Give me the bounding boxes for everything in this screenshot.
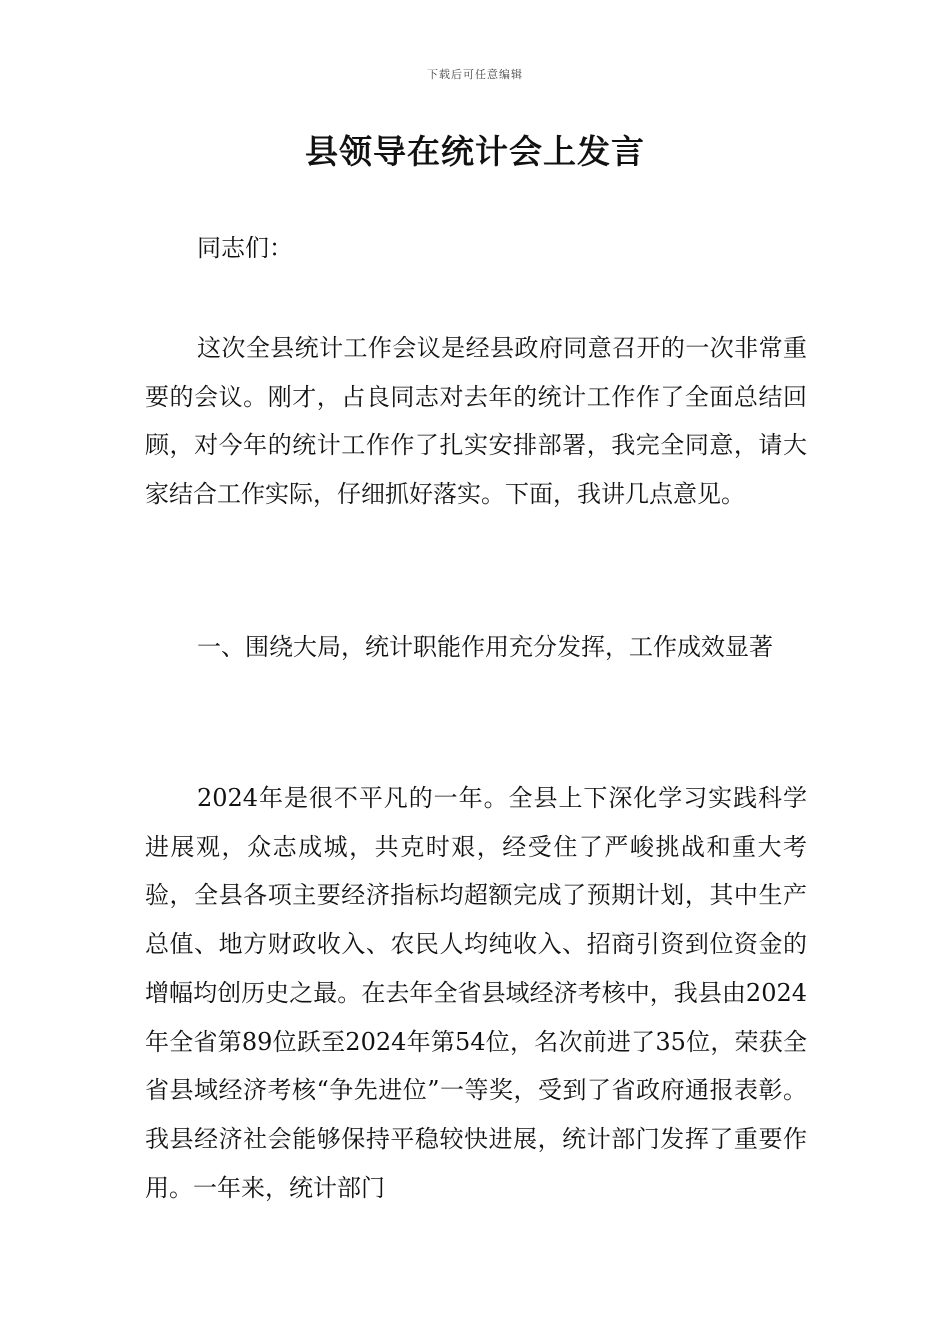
section-heading-1: 一、围绕大局，统计职能作用充分发挥，工作成效显著	[197, 633, 773, 661]
greeting: 同志们：	[197, 234, 293, 262]
header-note: 下载后可任意编辑	[427, 68, 523, 81]
document-title: 县领导在统计会上发言	[305, 132, 645, 171]
paragraph-intro: 这次全县统计工作会议是经县政府同意召开的一次非常重要的会议。刚才，占良同志对去年的统计工作作了全面总结回顾，对今年的统计工作作了扎实安排部署，我完全同意，请大家结合工作实际，仔细抓好落实。下面，我讲几点意见。	[145, 334, 807, 509]
paragraph-achievements: 2024年是很不平凡的一年。全县上下深化学习实践科学进展观，众志成城，共克时艰，经受住了严峻挑战和重大考验，全县各项主要经济指标均超额完成了预期计划，其中生产总值、地方财政收入、农民人均纯收入、招商引资到位资金的增幅均创历史之最。在去年全省县域经济考核中，我县由2024年全省第89位跃至2024年第54位，名次前进了35位，荣获全省县域经济考核“争先进位”一等奖，受到了省政府通报表彰。我县经济社会能够保持平稳较快进展，统计部门发挥了重要作用。一年来，统计部门	[145, 784, 807, 1202]
